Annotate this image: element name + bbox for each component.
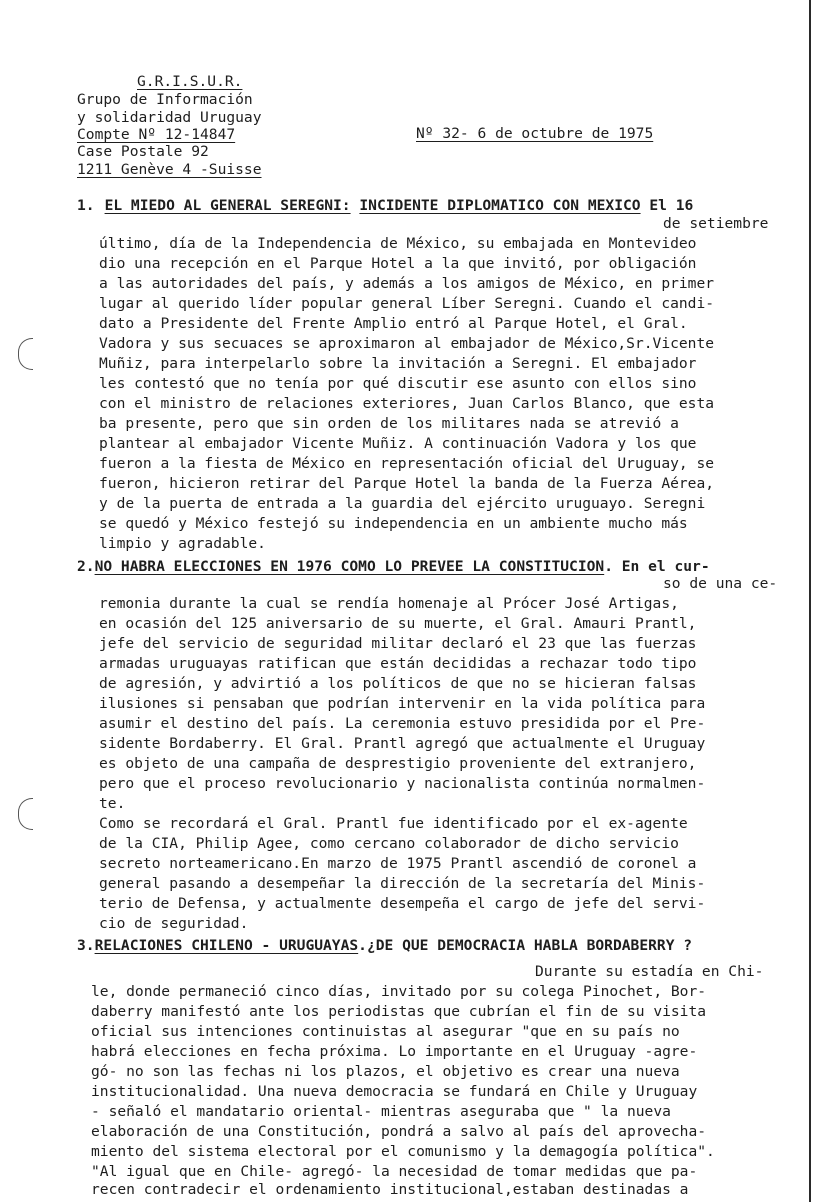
section-2-line: secreto norteamericano.En marzo de 1975 Prantl ascendió de coronel a (99, 855, 697, 872)
section-2-number: 2. (77, 558, 95, 575)
section-3-line: Durante su estadía en Chi- (535, 963, 764, 980)
section-3-heading (77, 936, 692, 956)
section-2-line: pero que el proceso revolucionario y nacionalista continúa normalmen- (99, 775, 706, 792)
section-2-line: jefe del servicio de seguridad militar declaró el 23 que las fuerzas (99, 635, 697, 652)
section-1-line: dato a Presidente del Frente Amplio entró al Parque Hotel, el Gral. (99, 315, 688, 332)
org-line2: y solidaridad Uruguay (77, 109, 262, 126)
section-1-line: les contestó que no tenía por qué discutir ese asunto con ellos sino (99, 375, 697, 392)
section-2-line: asumir el destino del país. La ceremonia estuvo presidida por el Pre- (99, 715, 706, 732)
section-2-line: en ocasión del 125 aniversario de su muerte, el Gral. Amauri Prantl, (99, 615, 697, 632)
section-1-heading (77, 196, 693, 216)
section-2-line: de agresión, y advirtió a los políticos de que no se hicieran falsas (99, 675, 697, 692)
section-1-number: 1. (77, 197, 95, 214)
section-1-heading-a: EL MIEDO AL GENERAL SEREGNI: (104, 197, 351, 214)
section-3-line: habrá elecciones en fecha próxima. Lo importante en el Uruguay -agre- (91, 1043, 698, 1060)
section-1-line: Muñiz, para interpelarlo sobre la invitación a Seregni. El embajador (99, 355, 697, 372)
section-1-heading-b: INCIDENTE DIPLOMATICO CON MEXICO (359, 197, 641, 214)
section-1-heading-tail: El 16 (640, 197, 694, 214)
section-3-number: 3. (77, 937, 95, 954)
section-1-line: lugar al querido líder popular general Líber Seregni. Cuando el candi- (99, 295, 715, 312)
punch-hole-top (18, 338, 33, 370)
section-2-heading-tail: . En el cur- (604, 558, 710, 575)
compte-number: Compte Nº 12-14847 (77, 126, 236, 143)
section-1-line: plantear al embajador Vicente Muñiz. A continuación Vadora y los que (99, 435, 697, 452)
section-2-line: general pasando a desempeñar la dirección de la secretaría del Minis- (99, 875, 706, 892)
section-2-line: remonia durante la cual se rendía homenaje al Prócer José Artigas, (99, 595, 679, 612)
city-line: 1211 Genève 4 -Suisse (77, 161, 262, 178)
section-1-line: dio una recepción en el Parque Hotel a la que invitó, por obligación (99, 255, 697, 272)
section-3-line: institucionalidad. Una nueva democracia se fundará en Chile y Uruguay (91, 1083, 698, 1100)
section-1-line: y de la puerta de entrada a la guardia del ejército uruguayo. Seregni (99, 495, 706, 512)
section-3-line: - señaló el mandatario oriental- mientras aseguraba que " la nueva (91, 1103, 671, 1120)
section-1-line: de setiembre (663, 215, 769, 232)
section-2-line: so de una ce- (663, 575, 778, 592)
section-2-line: armadas uruguayas ratifican que están decididas a rechazar todo tipo (99, 655, 697, 672)
section-3-line: daberry manifestó ante los periodistas que cubrían el fin de su visita (91, 1003, 707, 1020)
section-3-line: recen contradecir el ordenamiento institucional,estaban destinadas a (91, 1181, 689, 1198)
section-3-line: miento del sistema electoral por el comunismo y la demagogía política". (91, 1143, 715, 1160)
issue-number-date: Nº 32- 6 de octubre de 1975 (416, 125, 654, 142)
section-2-line: terio de Defensa, y actualmente desempeña el cargo de jefe del servi- (99, 895, 706, 912)
section-3-line: "Al igual que en Chile- agregó- la necesidad de tomar medidas que pa- (91, 1163, 698, 1180)
section-1-line: último, día de la Independencia de México, su embajada en Montevideo (99, 235, 697, 252)
section-3-line: oficial sus intenciones continuistas al asegurar "que en su país no (91, 1023, 680, 1040)
case-postale: Case Postale 92 (77, 143, 209, 160)
section-3-heading-text: RELACIONES CHILENO - URUGUAYAS (94, 937, 359, 954)
section-1-line: a las autoridades del país, y además a los amigos de México, en primer (99, 275, 715, 292)
page-edge (809, 0, 811, 1202)
section-1-line: ba presente, pero que sin orden de los militares nada se atrevió a (99, 415, 679, 432)
section-1-line: fueron a la fiesta de México en representación oficial del Uruguay, se (99, 455, 715, 472)
section-2-heading-text: NO HABRA ELECCIONES EN 1976 COMO LO PREVEE LA CONSTITUCION (94, 558, 605, 575)
section-3-line: le, donde permaneció cinco días, invitado por su colega Pinochet, Bor- (91, 983, 707, 1000)
section-2-line: ilusiones si pensaban que podrían intervenir en la vida política para (99, 695, 706, 712)
section-2-line: sidente Bordaberry. El Gral. Prantl agregó que actualmente el Uruguay (99, 735, 706, 752)
section-2-line: te. (99, 795, 126, 812)
section-1-line: con el ministro de relaciones exteriores, Juan Carlos Blanco, que esta (99, 395, 715, 412)
section-1-line: fueron, hicieron retirar del Parque Hotel la banda de la Fuerza Aérea, (99, 475, 715, 492)
section-3-line: elaboración de una Constitución, pondrá a salvo al país del aprovecha- (91, 1123, 707, 1140)
punch-hole-bottom (18, 798, 33, 830)
section-2-line: de la CIA, Philip Agee, como cercano colaborador de dicho servicio (99, 835, 679, 852)
section-3-heading-tail: .¿DE QUE DEMOCRACIA HABLA BORDABERRY ? (358, 937, 693, 954)
section-2-heading (77, 557, 710, 577)
section-2-line: cio de seguridad. (99, 915, 249, 932)
section-1-line: limpio y agradable. (99, 535, 266, 552)
org-abbr: G.R.I.S.U.R. (137, 73, 243, 90)
section-2-line: es objeto de una campaña de desprestigio proveniente del extranjero, (99, 755, 697, 772)
section-2-line: Como se recordará el Gral. Prantl fue identificado por el ex-agente (99, 815, 688, 832)
section-1-line: Vadora y sus secuaces se aproximaron al embajador de México,Sr.Vicente (99, 335, 715, 352)
org-line1: Grupo de Información (77, 91, 253, 108)
section-3-line: gó- no son las fechas ni los plazos, el objetivo es crear una nueva (91, 1063, 680, 1080)
section-1-line: se quedó y México festejó su independencia en un ambiente mucho más (99, 515, 688, 532)
